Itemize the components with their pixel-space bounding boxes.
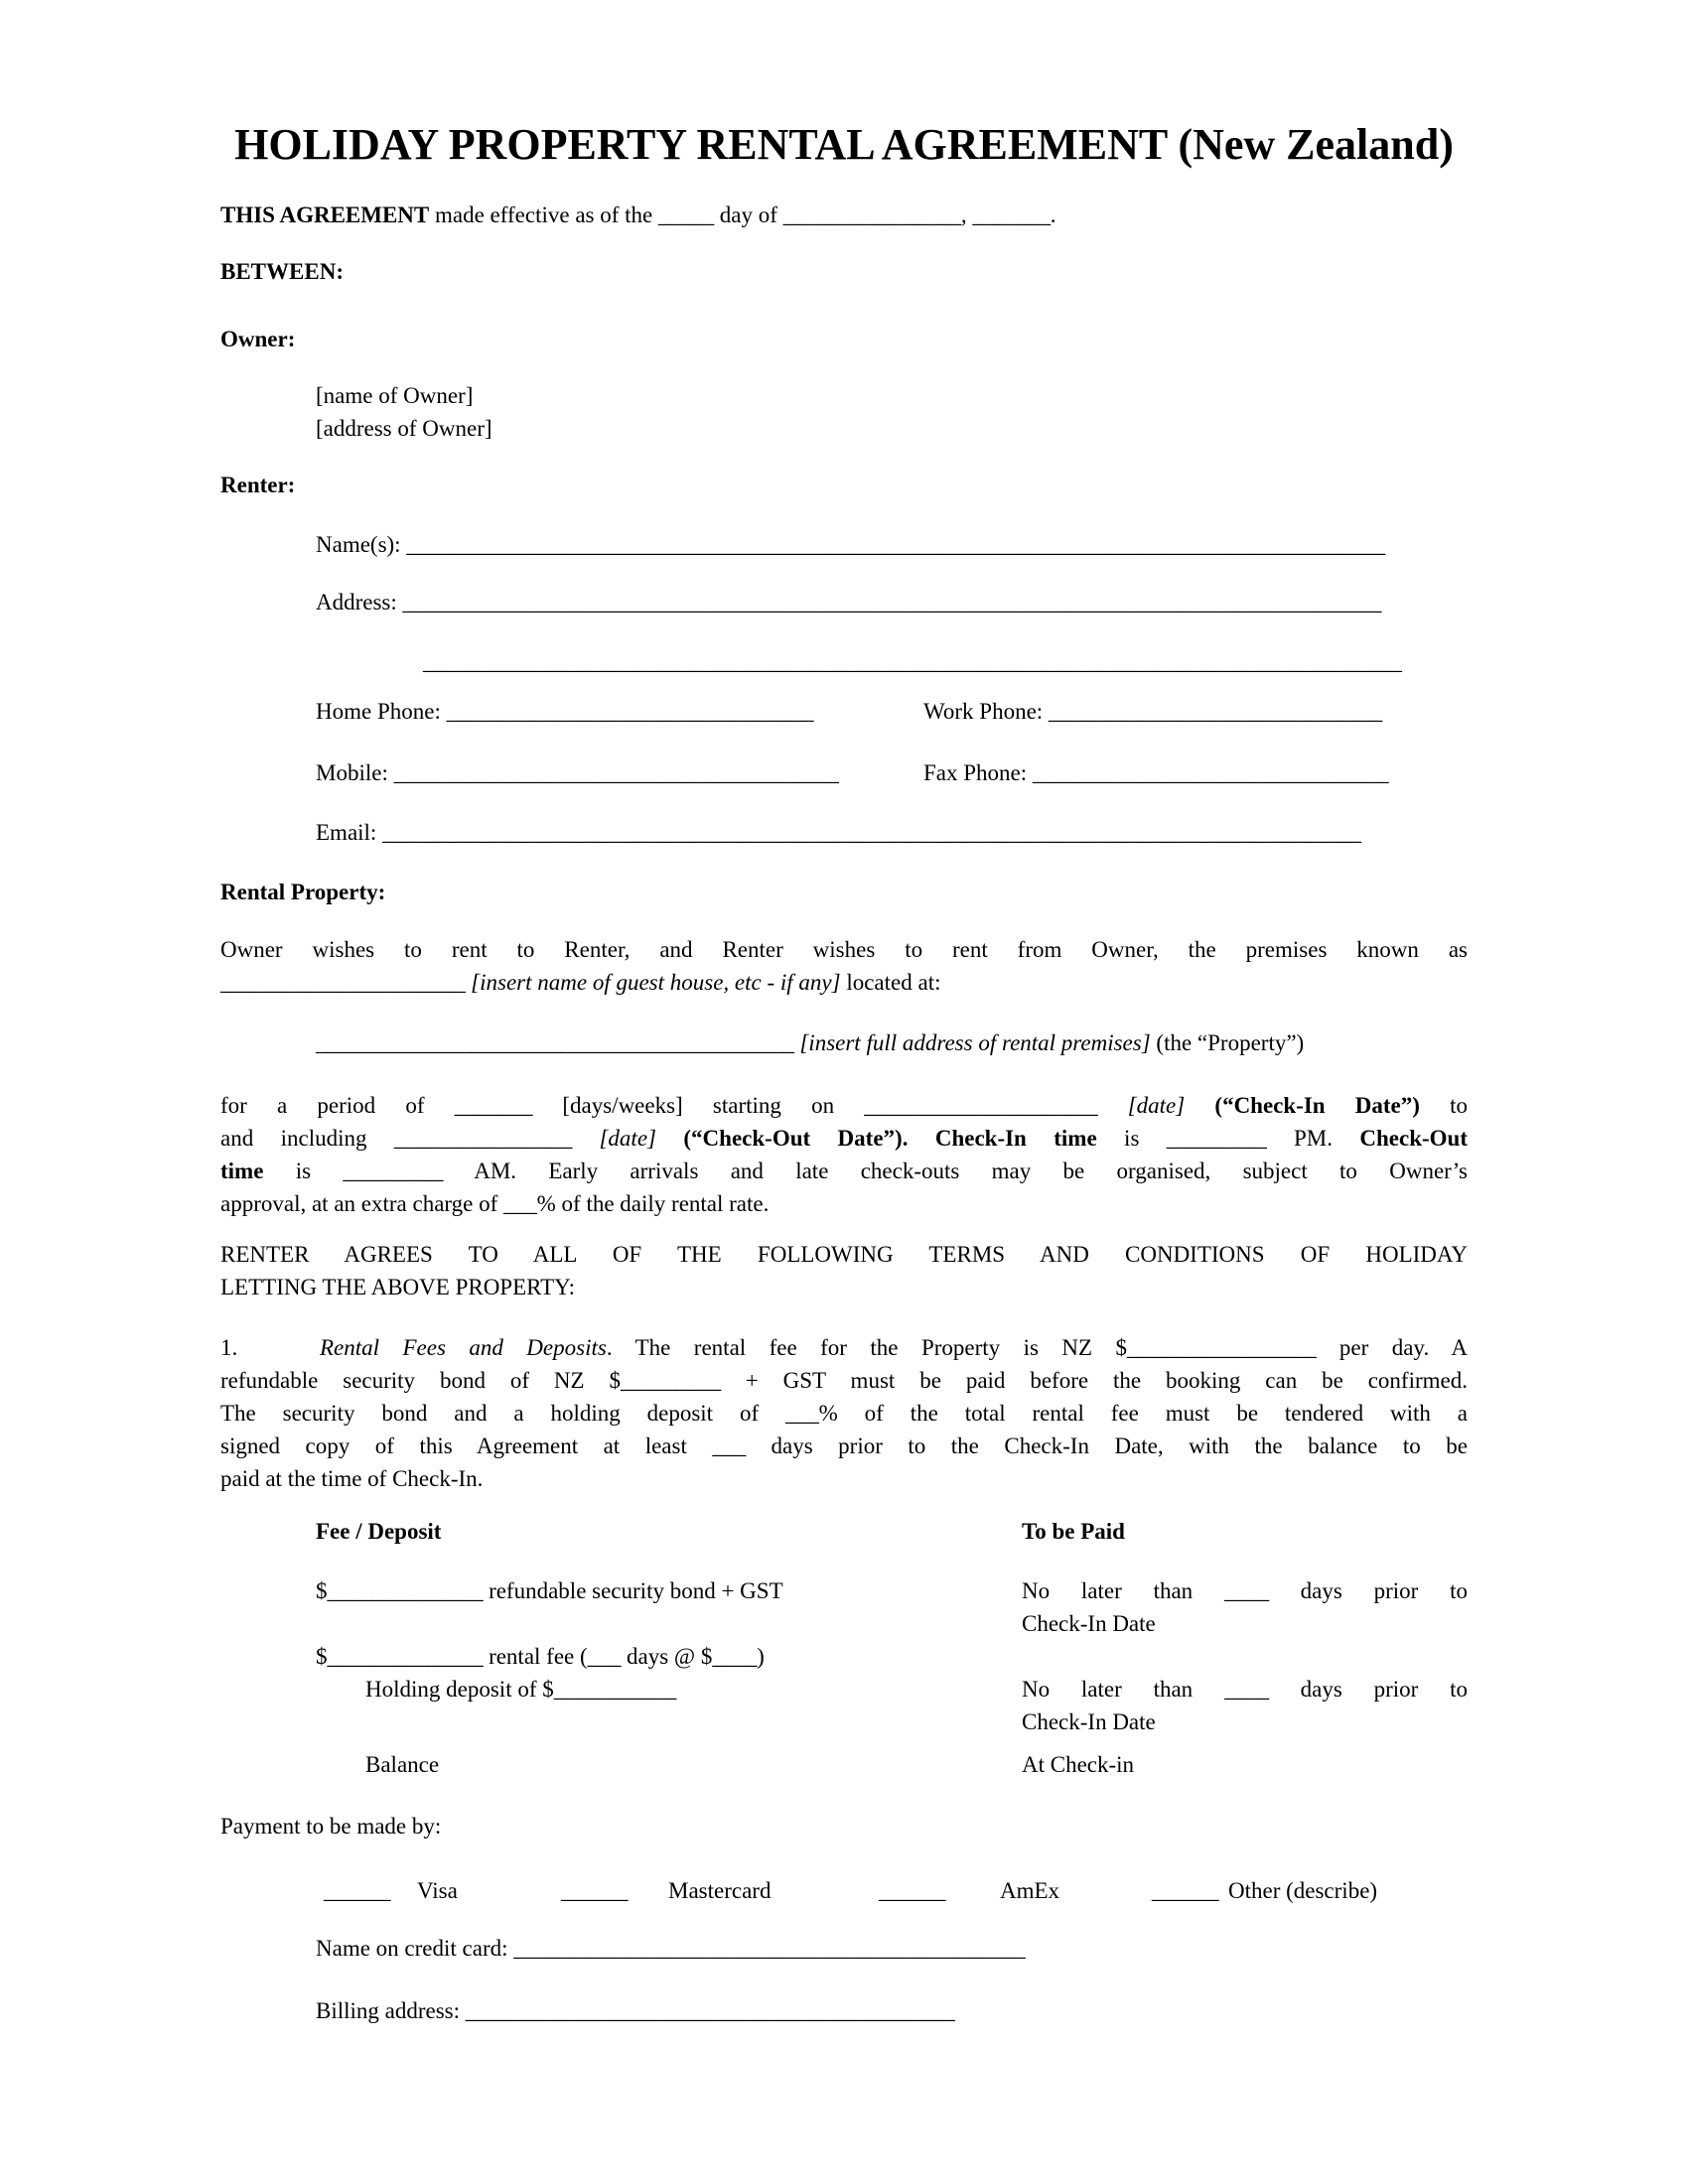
time-term: time xyxy=(220,1159,264,1183)
clause-1-line-2 xyxy=(220,1364,1468,1397)
visa-blank: ______ xyxy=(324,1878,391,1903)
security-bond-blank: _________ xyxy=(621,1368,721,1393)
owner-address-placeholder: [address of Owner] xyxy=(316,416,492,441)
visa-label: Visa xyxy=(417,1878,458,1903)
mobile-blank: ________________________________________ xyxy=(393,760,839,785)
period-line-2 xyxy=(220,1122,1468,1155)
fee-text: days prior to xyxy=(1268,1578,1468,1603)
terms-intro-line-2: LETTING THE ABOVE PROPERTY: xyxy=(220,1275,576,1299)
fee-text: No later than xyxy=(1022,1677,1224,1702)
period-text: to xyxy=(1419,1093,1469,1118)
name-on-card-label: Name on credit card: xyxy=(316,1936,514,1961)
clause-1-text: The security bond and a holding deposit of xyxy=(220,1401,785,1426)
between-label: BETWEEN: xyxy=(220,259,344,284)
address-label: Address: xyxy=(316,590,403,614)
comma-text: , xyxy=(960,203,973,227)
guest-house-name-blank: ______________________ xyxy=(220,970,466,995)
fee-row-1-left xyxy=(316,1574,1022,1640)
premises-line-2 xyxy=(220,966,1468,999)
billing-address-blank: ____________________________________________ xyxy=(465,1998,955,2023)
clause-1-text: days prior to the Check-In Date, with the balance to be xyxy=(745,1433,1468,1458)
mobile-label: Mobile: xyxy=(316,760,394,785)
renter-address-line-2 xyxy=(220,645,1468,678)
phone-line-1 xyxy=(220,695,1468,728)
check-out-date-term: (“Check-Out Date”). Check-In time xyxy=(683,1126,1097,1151)
effective-date-text: made effective as of the xyxy=(429,203,658,227)
home-phone-blank: _________________________________ xyxy=(446,699,814,724)
fee-row-1-right-line-2: Check-In Date xyxy=(1022,1611,1156,1636)
start-date-blank: _____________________ xyxy=(864,1093,1098,1118)
rental-fee-blank: _________________ xyxy=(1127,1335,1317,1360)
phone-line-2 xyxy=(220,756,1468,789)
effective-date-line xyxy=(220,199,1468,231)
fee-deposit-header: Fee / Deposit xyxy=(316,1519,442,1544)
fee-table xyxy=(316,1515,1468,1781)
fax-phone-blank: ________________________________ xyxy=(1032,760,1389,785)
year-blank: _______ xyxy=(972,203,1051,227)
clause-1-text: refundable security bond of NZ $ xyxy=(220,1368,622,1393)
fee-row-3-left xyxy=(316,1673,1022,1738)
days-prior-blank: ____ xyxy=(1224,1677,1269,1702)
clause-1-text: signed copy of this Agreement at least xyxy=(220,1433,713,1458)
payment-method-label: Payment to be made by: xyxy=(220,1814,442,1839)
home-phone-group xyxy=(220,699,813,724)
other-blank: ______ xyxy=(1152,1878,1219,1903)
fee-text: rental fee ( xyxy=(483,1644,588,1669)
premises-address-blank: ___________________________________________ xyxy=(316,1030,794,1055)
fee-row-3-right-line-1 xyxy=(1022,1673,1468,1706)
fee-row-2-right xyxy=(1022,1640,1468,1673)
rental-fee-amount-blank: ______________ xyxy=(327,1644,484,1669)
period-text: . xyxy=(1050,203,1056,227)
this-agreement-label: THIS AGREEMENT xyxy=(220,203,430,227)
home-phone-label: Home Phone: xyxy=(316,699,447,724)
period-line-1 xyxy=(220,1089,1468,1122)
fee-row-3-right xyxy=(1022,1673,1468,1738)
clause-1-text: per day. A xyxy=(1316,1335,1468,1360)
clause-1-paragraph xyxy=(220,1331,1468,1495)
amex-label: AmEx xyxy=(1000,1878,1060,1903)
property-defined-text: (the “Property”) xyxy=(1150,1030,1305,1055)
days-prior-blank: ___ xyxy=(712,1433,746,1458)
end-date-blank: ________________ xyxy=(393,1126,573,1151)
billing-address-line xyxy=(220,1994,1468,2027)
holding-deposit-amount-blank: ___________ xyxy=(553,1677,676,1702)
period-text: and including xyxy=(220,1126,394,1151)
renter-names-line xyxy=(220,528,1468,561)
day-of-text: day of xyxy=(714,203,783,227)
terms-intro-line-1: RENTER AGREES TO ALL OF THE FOLLOWING TERMS AND CONDITIONS OF HOLIDAY xyxy=(220,1242,1468,1267)
work-phone-label: Work Phone: xyxy=(923,699,1049,724)
fee-text: $ xyxy=(316,1578,328,1603)
holding-deposit-percent-blank: ___ xyxy=(785,1401,819,1426)
clause-1-line-5: paid at the time of Check-In. xyxy=(220,1466,484,1491)
period-text xyxy=(572,1126,599,1151)
rental-period-paragraph xyxy=(220,1089,1468,1220)
clause-1-line-3 xyxy=(220,1397,1468,1430)
mastercard-blank: ______ xyxy=(561,1878,629,1903)
owner-details xyxy=(220,379,1468,445)
billing-address-label: Billing address: xyxy=(316,1998,466,2023)
owner-section-label: Owner: xyxy=(220,327,296,351)
period-line-3 xyxy=(220,1155,1468,1187)
amex-blank: ______ xyxy=(879,1878,946,1903)
fee-text: Holding deposit of $ xyxy=(365,1677,554,1702)
period-text: is xyxy=(1096,1126,1167,1151)
name-on-card-line xyxy=(220,1932,1468,1965)
clause-1-text: % of the total rental fee must be tendered with a xyxy=(818,1401,1468,1426)
clause-1-text: + GST must be paid before the booking can be confirmed. xyxy=(720,1368,1468,1393)
extra-charge-blank: ___ xyxy=(503,1191,537,1216)
document-title: HOLIDAY PROPERTY RENTAL AGREEMENT (New Zealand) xyxy=(234,120,1454,169)
check-in-date-term: (“Check-In Date”) xyxy=(1214,1093,1420,1118)
rental-property-label: Rental Property: xyxy=(220,880,386,904)
period-text: AM. Early arrivals and late check-outs may be organised, subject to Owner’s xyxy=(443,1159,1469,1183)
fee-text: days prior to xyxy=(1268,1677,1468,1702)
period-length-blank: _______ xyxy=(454,1093,533,1118)
premises-line-1: Owner wishes to rent to Renter, and Renter wishes to rent from Owner, the premises known as xyxy=(220,937,1468,962)
fee-row-3-right-line-2: Check-In Date xyxy=(1022,1709,1156,1734)
period-text: [days/weeks] starting on xyxy=(532,1093,865,1118)
guest-house-note: [insert name of guest house, etc - if any] xyxy=(471,970,841,995)
days-prior-blank: ____ xyxy=(1224,1578,1269,1603)
fee-row-2-left xyxy=(316,1640,1022,1673)
premises-address-note: [insert full address of rental premises] xyxy=(799,1030,1151,1055)
clause-1-text: . The rental fee for the Property is NZ $ xyxy=(606,1335,1128,1360)
work-phone-blank: ______________________________ xyxy=(1048,699,1382,724)
payment-options-row xyxy=(220,1874,1468,1907)
balance-label: Balance xyxy=(365,1752,440,1777)
period-text: PM. xyxy=(1266,1126,1360,1151)
email-blank: ________________________________________________________________________________________ xyxy=(382,820,1361,845)
days-count-blank: ___ xyxy=(587,1644,622,1669)
date-note: [date] xyxy=(1127,1093,1186,1118)
email-label: Email: xyxy=(316,820,383,845)
period-text xyxy=(1098,1093,1128,1118)
names-blank: ________________________________________________________________________________________ xyxy=(406,532,1385,557)
located-at-text: located at: xyxy=(840,970,941,995)
rate-blank: ____ xyxy=(712,1644,758,1669)
clause-1-heading: Rental Fees and Deposits xyxy=(320,1335,607,1360)
mastercard-label: Mastercard xyxy=(668,1878,772,1903)
name-on-card-blank: ______________________________________________ xyxy=(513,1936,1026,1961)
address-blank-2: ________________________________________________________________________________________ xyxy=(423,649,1402,674)
fee-row-1-right xyxy=(1022,1574,1468,1640)
period-text xyxy=(656,1126,683,1151)
work-phone-group xyxy=(923,695,1382,728)
premises-address-line xyxy=(220,1026,1468,1059)
security-bond-amount-blank: ______________ xyxy=(327,1578,484,1603)
at-check-in-label: At Check-in xyxy=(1022,1752,1135,1777)
fax-phone-label: Fax Phone: xyxy=(923,760,1033,785)
to-be-paid-header: To be Paid xyxy=(1022,1519,1125,1544)
fee-text: ) xyxy=(757,1644,765,1669)
day-blank: _____ xyxy=(658,203,715,227)
fee-text: days @ $ xyxy=(621,1644,713,1669)
names-label: Name(s): xyxy=(316,532,407,557)
mobile-group xyxy=(220,760,839,785)
renter-section-label: Renter: xyxy=(220,473,296,497)
date-note: [date] xyxy=(599,1126,656,1151)
clause-1-line-1 xyxy=(220,1331,1468,1364)
fee-text: No later than xyxy=(1022,1578,1224,1603)
period-line-4 xyxy=(220,1187,1468,1220)
fax-phone-group xyxy=(923,756,1388,789)
fee-text: refundable security bond + GST xyxy=(483,1578,783,1603)
check-out-term: Check-Out xyxy=(1359,1126,1469,1151)
period-text: % of the daily rental rate. xyxy=(536,1191,770,1216)
fee-text: $ xyxy=(316,1644,328,1669)
owner-name-placeholder: [name of Owner] xyxy=(316,383,474,408)
check-out-time-blank: _________ xyxy=(343,1159,444,1183)
period-text xyxy=(1185,1093,1214,1118)
period-text: is xyxy=(263,1159,344,1183)
month-blank: ________________ xyxy=(782,203,961,227)
terms-intro-paragraph xyxy=(220,1238,1468,1303)
other-label: Other (describe) xyxy=(1228,1878,1378,1903)
clause-1-line-4 xyxy=(220,1430,1468,1462)
check-in-time-blank: _________ xyxy=(1166,1126,1267,1151)
period-text: for a period of xyxy=(220,1093,455,1118)
fee-row-1-right-line-1 xyxy=(1022,1574,1468,1607)
address-blank: ________________________________________________________________________________________ xyxy=(402,590,1382,614)
renter-address-line xyxy=(220,586,1468,618)
period-text: approval, at an extra charge of xyxy=(220,1191,504,1216)
email-line xyxy=(220,816,1468,849)
clause-1-number: 1. xyxy=(220,1335,238,1360)
premises-paragraph xyxy=(220,933,1468,999)
